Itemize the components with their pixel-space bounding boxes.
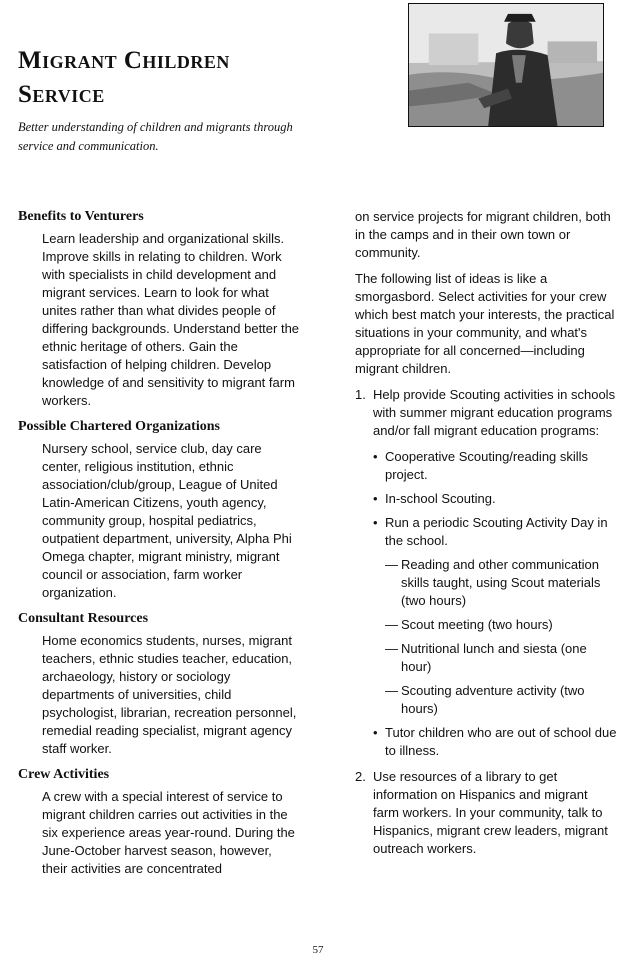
list-item xyxy=(355,768,617,858)
dash-icon: — xyxy=(385,617,398,632)
bullet-item xyxy=(373,448,617,484)
list-item xyxy=(355,386,617,760)
bullet-icon: • xyxy=(373,725,378,740)
ideas-list xyxy=(355,386,617,858)
bullet-item xyxy=(373,490,617,508)
dash-item xyxy=(385,640,617,676)
subtitle: Better understanding of children and migrants through service and communication. xyxy=(18,120,293,153)
left-column xyxy=(18,208,300,886)
crew-heading: Crew Activities xyxy=(18,767,110,782)
title-line-2: Service xyxy=(18,81,105,108)
dash-text: Scouting adventure activity (two hours) xyxy=(401,683,585,716)
right-column xyxy=(355,208,617,866)
dash-text: Scout meeting (two hours) xyxy=(401,617,553,632)
dash-text: Nutritional lunch and siesta (one hour) xyxy=(401,641,587,674)
man-in-field-photo xyxy=(408,3,604,127)
bullet-text: Cooperative Scouting/reading skills project. xyxy=(385,449,589,482)
bullet-item xyxy=(373,724,617,760)
bullet-list xyxy=(373,448,617,760)
bullet-icon: • xyxy=(373,449,378,464)
bullet-item xyxy=(373,514,617,718)
bullet-icon: • xyxy=(373,491,378,506)
item-number: 2. xyxy=(355,769,366,784)
consultants-text: Home economics students, nurses, migrant teachers, ethnic studies teacher, education, archaeology, history or sociology departments of universities, child psychologist, librarian, recreation personnel, remedial reading specialist, migrant agency staff worker. xyxy=(42,633,297,756)
benefits-heading: Benefits to Venturers xyxy=(18,209,144,224)
page-title xyxy=(18,44,378,112)
bullet-icon: • xyxy=(373,515,378,530)
dash-list xyxy=(385,556,617,718)
item-text: Help provide Scouting activities in schools with summer migrant education programs and/or fall migrant education programs: xyxy=(373,387,616,438)
title-line-1: Migrant Children xyxy=(18,47,230,74)
orgs-heading: Possible Chartered Organizations xyxy=(18,419,220,434)
bullet-text: Tutor children who are out of school due to illness. xyxy=(385,725,617,758)
item-text: Use resources of a library to get information on Hispanics and migrant farm workers. In your community, talk to Hispanics, migrant crew leaders, migrant outreach workers. xyxy=(373,769,608,856)
dash-icon: — xyxy=(385,683,398,698)
dash-item xyxy=(385,556,617,610)
consultants-heading: Consultant Resources xyxy=(18,611,149,626)
dash-icon: — xyxy=(385,557,398,572)
dash-item xyxy=(385,682,617,718)
page-number: 57 xyxy=(312,944,324,956)
item-number: 1. xyxy=(355,387,366,402)
orgs-text: Nursery school, service club, day care center, religious institution, ethnic association/club/group, League of United Latin-American Citizens, youth agency, community group, hospital pediatrics, outpatient department, university, Alpha Phi Omega chapter, migrant ministry, migrant council or association, farm worker organization. xyxy=(42,441,292,600)
benefits-text: Learn leadership and organizational skills. Improve skills in relating to children. Work with specialists in child development and migrant services. Learn to look for what unites rather than what divides people of differing backgrounds. Understand better the ethnic heritage of others. Gain the satisfaction of helping children. Develop knowledge of and sensitivity to migrant farm workers. xyxy=(42,231,300,408)
bullet-text: In-school Scouting. xyxy=(385,491,496,506)
dash-item xyxy=(385,616,617,634)
continued-text: on service projects for migrant children, both in the camps and in their own town or community. xyxy=(355,209,611,260)
bullet-text: Run a periodic Scouting Activity Day in the school. xyxy=(385,515,608,548)
crew-text: A crew with a special interest of service to migrant children carries out activities in the six experience areas year-round. During the June-October harvest season, however, their activities are concentrated xyxy=(42,789,295,876)
photo-illustration xyxy=(409,4,603,126)
dash-icon: — xyxy=(385,641,398,656)
intro-text: The following list of ideas is like a smorgasbord. Select activities for your crew which best match your interests, the practical situations in your community, and what's appropriate for all concerned—including migrant children. xyxy=(355,271,615,376)
dash-text: Reading and other communication skills taught, using Scout materials (two hours) xyxy=(401,557,601,608)
